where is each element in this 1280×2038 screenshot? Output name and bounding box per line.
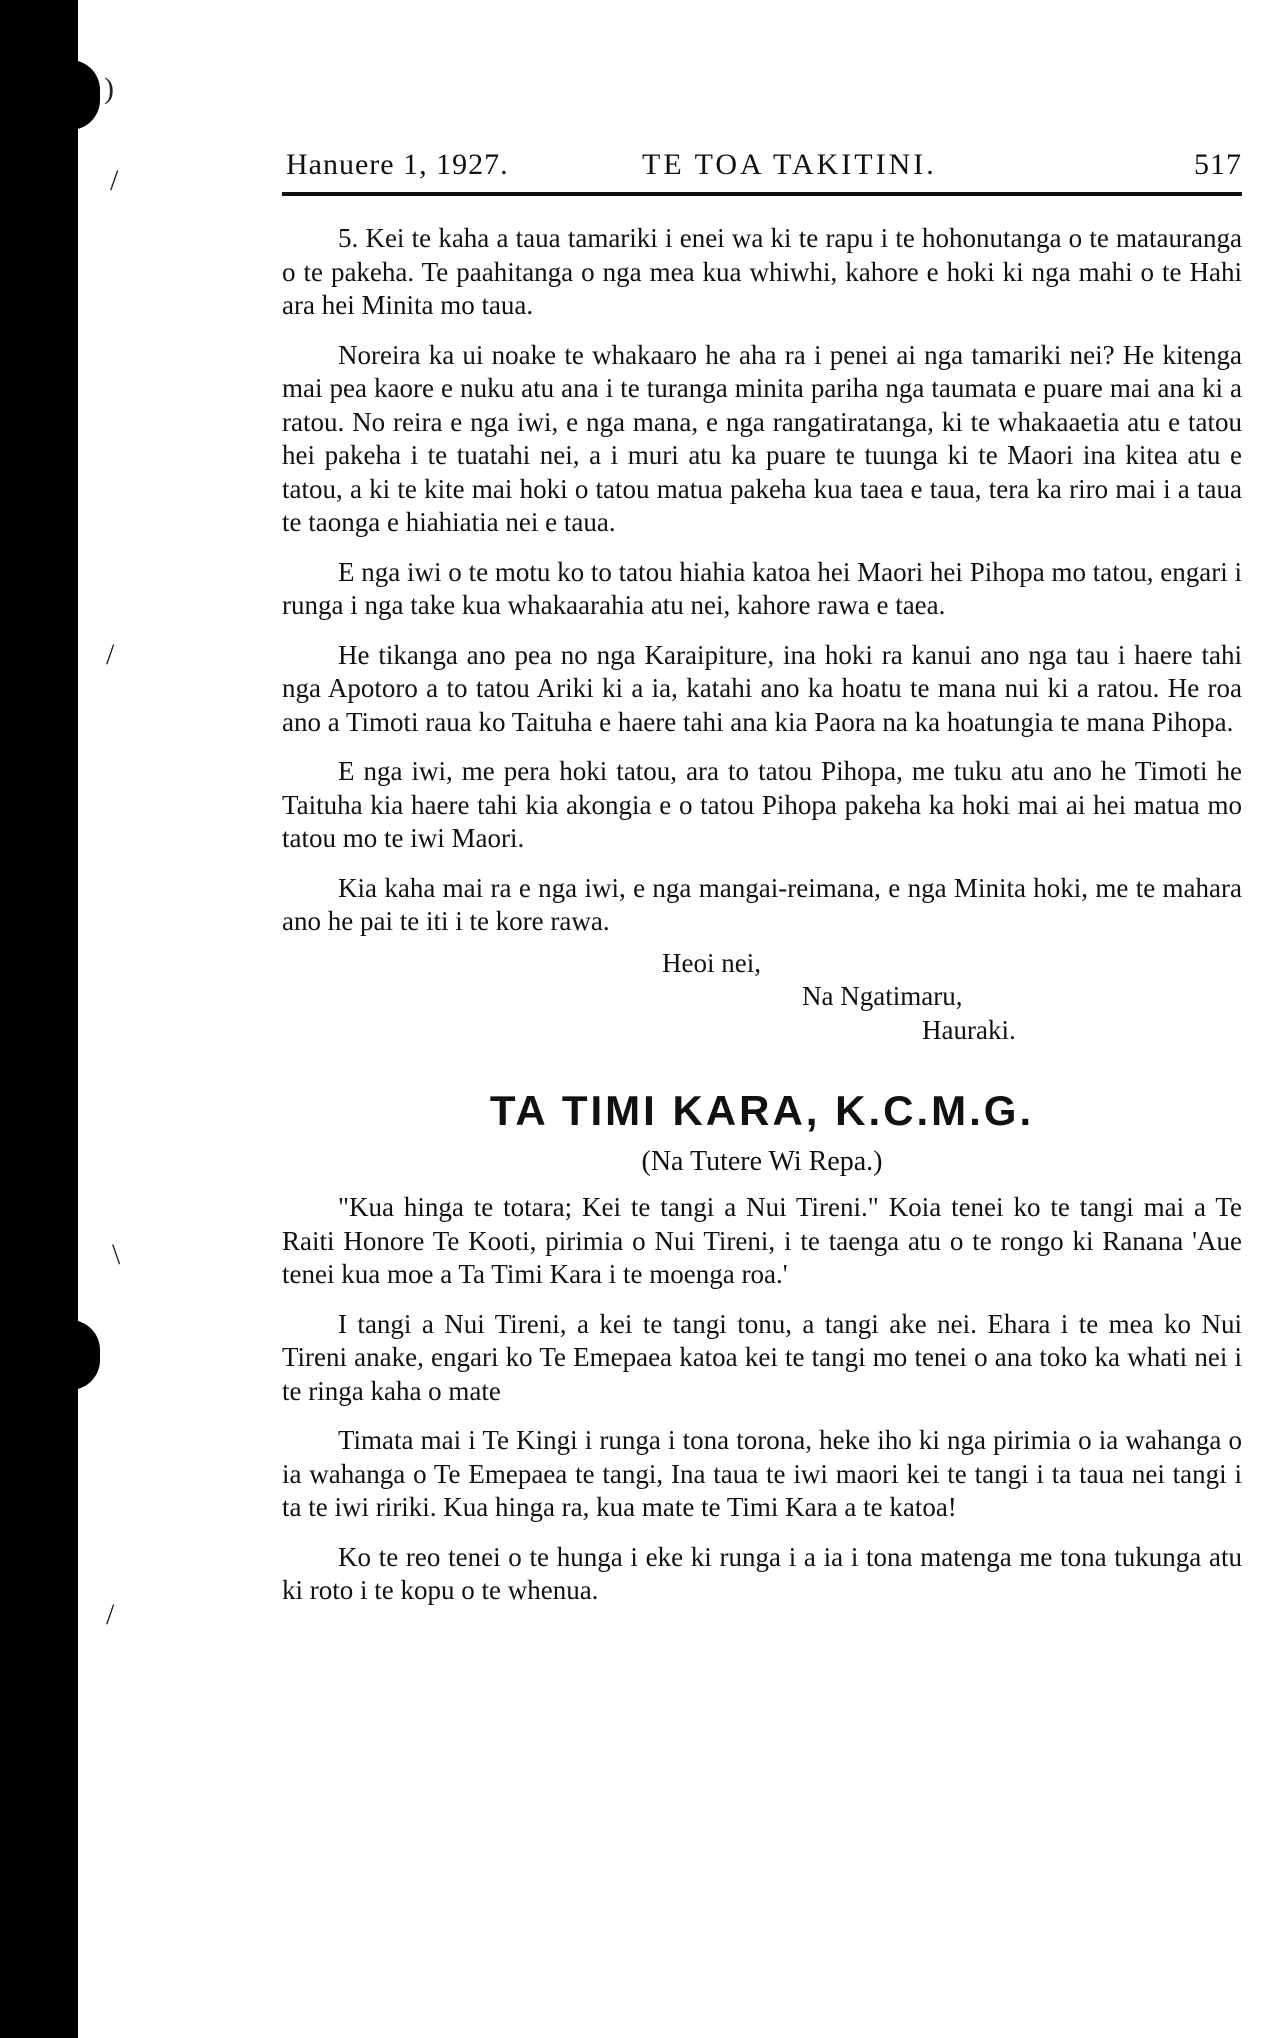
paragraph: 5. Kei te kaha a taua tamariki i enei wa ki te rapu i te hohonutanga o te matauranga o te pakeha. Te paahitanga o nga mea kua whiwhi, kahore e hoki ki nga mahi o te Hahi ara hei Minita mo taua. <box>282 223 1242 320</box>
paragraph: He tikanga ano pea no nga Karaipiture, ina hoki ra kanui ano nga tau i haere tahi nga Apotoro a to tatou Ariki ki a ia, katahi ano ka hoatu te mana nui ki a ratou. He roa ano a Timoti raua ko Taituha e haere tahi ana kia Paora na ka hoatungia te mana Pihopa. <box>282 639 1242 737</box>
article-headline: TA TIMI KARA, K.C.M.G. <box>489 1087 1035 1134</box>
binding-notch <box>60 60 100 130</box>
margin-mark: / <box>106 1598 115 1631</box>
article-paragraph: I tangi a Nui Tireni, a kei te tangi tonu, a tangi ake nei. Ehara i te mea ko Nui Tireni anake, engari ko Te Emepaea katoa kei te tangi mo tenei o ana toko ka whati nei i te ringa kaha o mate <box>282 1308 1242 1406</box>
article-paragraph: Ko te reo tenei o te hunga i eke ki runga i a ia i tona matenga me tona tukunga atu ki roto i te kopu o te whenua. <box>282 1541 1242 1605</box>
header-publication: TE TOA TAKITINI. <box>642 148 937 181</box>
article-paragraph: "Kua hinga te totara; Kei te tangi a Nui Tireni." Koia tenei ko te tangi mai a Te Raiti Honore Te Kooti, pirimia o Nui Tireni, i te taenga atu o te rongo ki Ranana 'Aue tenei kua moe a Ta Timi Kara i te moenga roa.' <box>282 1192 1242 1289</box>
signature-place: Hauraki. <box>922 1014 1016 1045</box>
paragraph: Kia kaha mai ra e nga iwi, e nga mangai-reimana, e nga Minita hoki, me te mahara ano he pai te iti i te kore rawa. <box>282 872 1242 936</box>
running-header <box>282 148 1242 198</box>
body-text <box>282 222 1242 1624</box>
header-date: Hanuere 1, 1927. <box>286 148 509 181</box>
header-rule <box>282 192 1242 196</box>
book-binding-shadow <box>0 0 78 2038</box>
margin-mark: ) <box>104 72 114 105</box>
paragraph: E nga iwi o te motu ko to tatou hiahia katoa hei Maori hei Pihopa mo tatou, engari i runga i nga take kua whakaarahia atu nei, kahore rawa e taea. <box>282 556 1242 620</box>
header-page-number: 517 <box>1194 148 1242 181</box>
margin-mark: / <box>110 164 119 197</box>
signature-closing: Heoi nei, <box>662 947 761 978</box>
document-page <box>282 140 1242 2020</box>
binding-notch <box>60 1320 100 1390</box>
article-byline: (Na Tutere Wi Repa.) <box>641 1146 883 1177</box>
signature-name: Na Ngatimaru, <box>802 981 963 1011</box>
paragraph: Noreira ka ui noake te whakaaro he aha ra i penei ai nga tamariki nei? He kitenga mai pea kaore e nuku atu ana i te turanga minita pariha nga taumata e puare mai ana ki a ratou. No reira e nga iwi, e nga mana, e nga rangatiratanga, ki te whakaaetia atu e tatou hei pakeha i te tuatahi nei, a i muri atu ka puare te tuunga ki te Maori ina kitea atu e tatou, a ki te kite mai hoki o tatou matua pakeha kua taea e taua, tera ka riro mai i a taua te taonga e hiahiatia nei e taua. <box>282 339 1242 537</box>
margin-mark: \ <box>112 1238 121 1271</box>
article-paragraph: Timata mai i Te Kingi i runga i tona torona, heke iho ki nga pirimia o ia wahanga o ia wahanga o Te Emepaea te tangi, Ina taua te iwi maori kei te tangi i ta taua nei tangi i ta te iwi ririki. Kua hinga ra, kua mate te Timi Kara a te katoa! <box>282 1425 1242 1522</box>
paragraph: E nga iwi, me pera hoki tatou, ara to tatou Pihopa, me tuku atu ano he Timoti he Taituha kia haere tahi kia akongia e o tatou Pihopa pakeha ka hoki mai ai hei matua mo tatou mo te iwi Maori. <box>282 756 1242 853</box>
margin-mark: / <box>106 638 115 671</box>
